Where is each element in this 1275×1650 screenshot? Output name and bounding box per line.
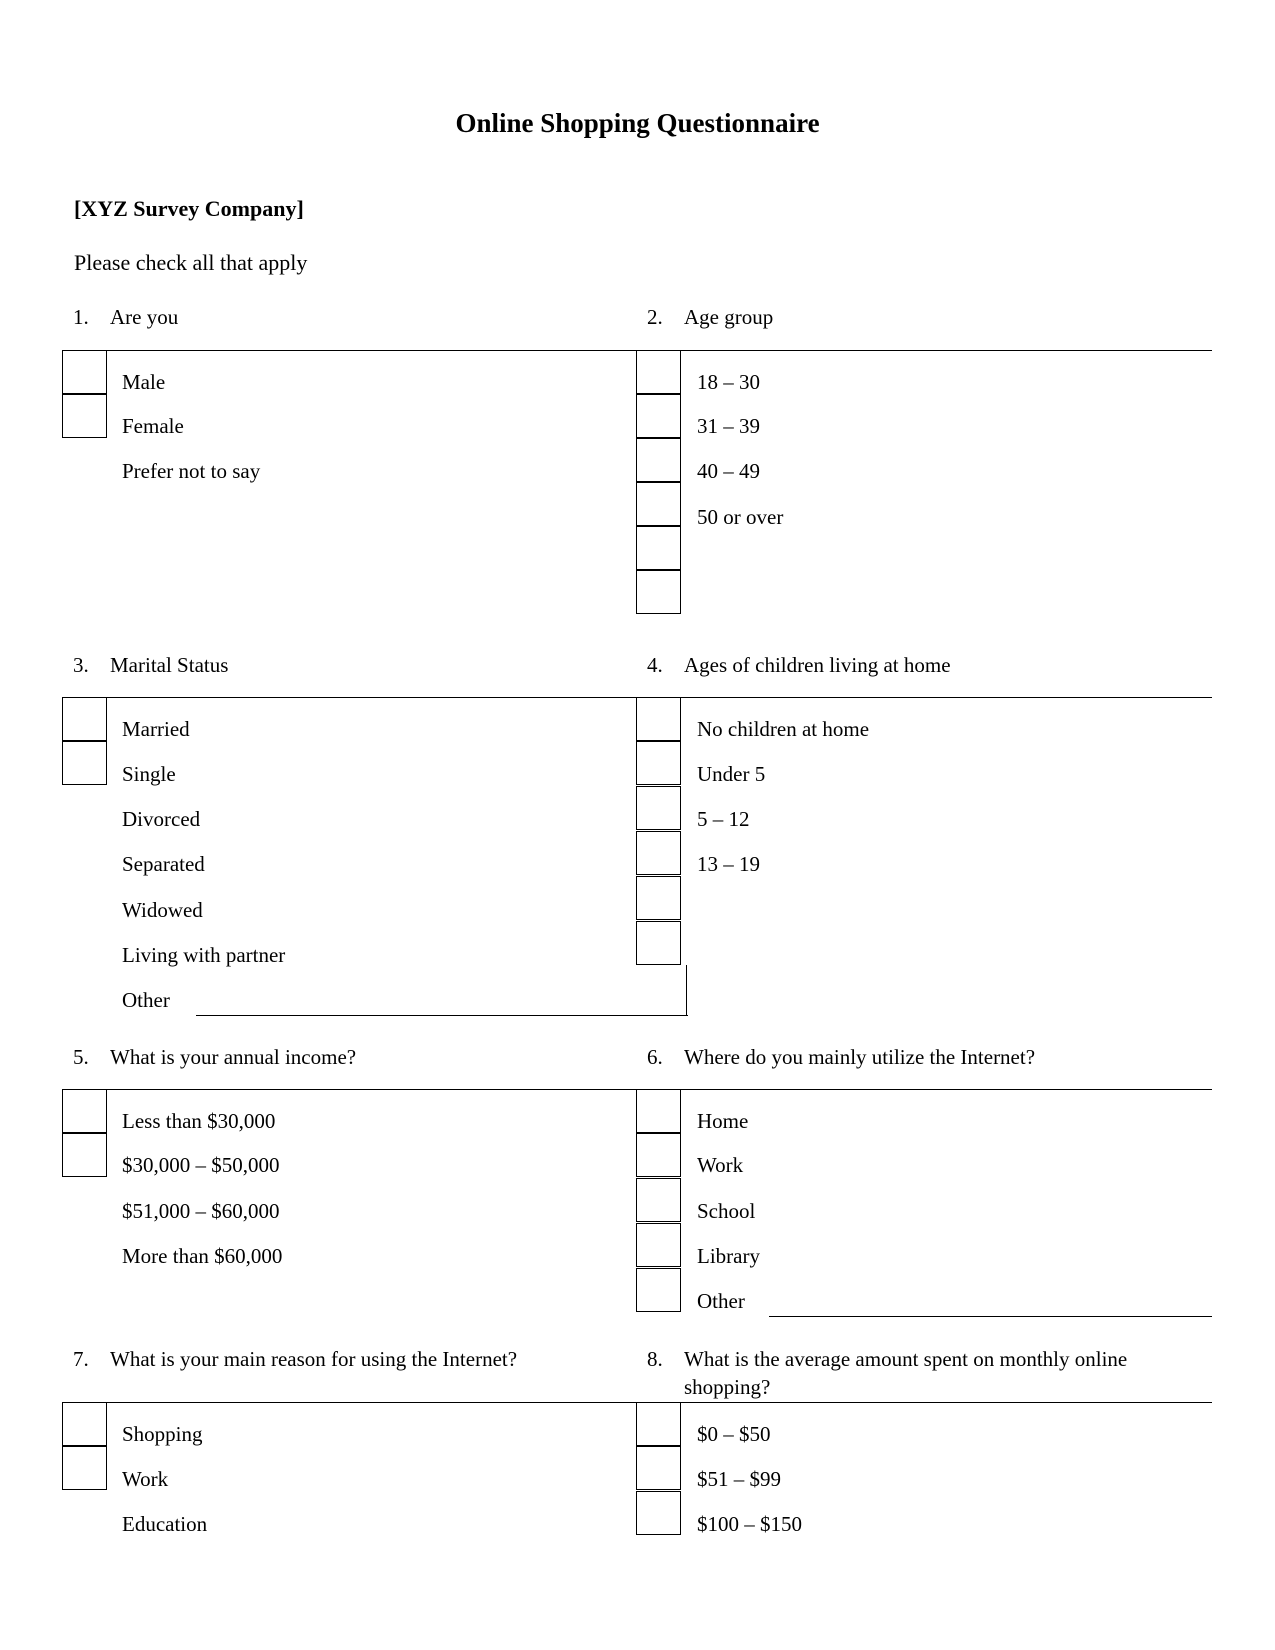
checkbox[interactable] xyxy=(636,1446,681,1490)
question-number: 4. xyxy=(647,653,663,677)
question-rule xyxy=(62,1402,635,1403)
checkbox[interactable] xyxy=(636,741,681,785)
checkbox[interactable] xyxy=(62,350,107,394)
checkbox[interactable] xyxy=(636,1223,681,1267)
checkbox[interactable] xyxy=(636,570,681,614)
question-number: 3. xyxy=(73,653,89,677)
question-number: 5. xyxy=(73,1045,89,1069)
option-label: 18 – 30 xyxy=(697,370,760,394)
option-label: Library xyxy=(697,1244,760,1268)
option-label: $51 – $99 xyxy=(697,1467,781,1491)
checkbox[interactable] xyxy=(636,350,681,394)
option-label: No children at home xyxy=(697,717,870,741)
option-label: Male xyxy=(122,370,166,394)
option-label: $51,000 – $60,000 xyxy=(122,1199,280,1223)
question-text: Where do you mainly utilize the Internet? xyxy=(684,1045,1036,1069)
checkbox[interactable] xyxy=(636,697,681,741)
question-rule xyxy=(635,1402,1212,1403)
question-number: 1. xyxy=(73,305,89,329)
checkbox[interactable] xyxy=(636,1268,681,1312)
option-label: 13 – 19 xyxy=(697,852,760,876)
other-fill-line[interactable] xyxy=(769,1316,1212,1317)
question-text: Age group xyxy=(684,305,774,329)
option-label: 50 or over xyxy=(697,505,784,529)
option-label: Living with partner xyxy=(122,943,286,967)
option-label: 31 – 39 xyxy=(697,414,760,438)
question-text: Marital Status xyxy=(110,653,229,677)
question-text: Ages of children living at home xyxy=(684,653,951,677)
option-label: 40 – 49 xyxy=(697,459,760,483)
option-label: Education xyxy=(122,1512,208,1536)
question-text: Are you xyxy=(110,305,179,329)
option-label: Work xyxy=(122,1467,169,1491)
checkbox[interactable] xyxy=(636,438,681,482)
question-text: What is your main reason for using the Internet? xyxy=(110,1347,518,1371)
question-rule xyxy=(62,1089,635,1090)
option-label: Married xyxy=(122,717,190,741)
table-border xyxy=(686,965,687,1016)
option-label: Prefer not to say xyxy=(122,459,261,483)
question-number: 6. xyxy=(647,1045,663,1069)
company-name: [XYZ Survey Company] xyxy=(74,196,304,221)
option-label: Single xyxy=(122,762,176,786)
option-label: Widowed xyxy=(122,898,203,922)
checkbox[interactable] xyxy=(636,1133,681,1177)
question-rule xyxy=(635,1089,1212,1090)
option-label: Work xyxy=(697,1153,744,1177)
checkbox[interactable] xyxy=(636,921,681,965)
option-label: Separated xyxy=(122,852,205,876)
option-label: School xyxy=(697,1199,756,1223)
checkbox[interactable] xyxy=(62,394,107,438)
checkbox[interactable] xyxy=(636,1402,681,1446)
question-number: 8. xyxy=(647,1347,663,1371)
checkbox[interactable] xyxy=(636,394,681,438)
checkbox[interactable] xyxy=(62,1446,107,1490)
checkbox[interactable] xyxy=(62,741,107,785)
checkbox[interactable] xyxy=(636,526,681,570)
option-label: Other xyxy=(697,1289,745,1313)
option-label: Divorced xyxy=(122,807,201,831)
checkbox[interactable] xyxy=(636,482,681,526)
checkbox[interactable] xyxy=(636,1178,681,1222)
question-number: 2. xyxy=(647,305,663,329)
question-rule xyxy=(635,350,1212,351)
option-label: $30,000 – $50,000 xyxy=(122,1153,280,1177)
question-number: 7. xyxy=(73,1347,89,1371)
option-label: Other xyxy=(122,988,170,1012)
checkbox[interactable] xyxy=(636,876,681,920)
checkbox[interactable] xyxy=(636,1491,681,1535)
checkbox[interactable] xyxy=(636,786,681,830)
question-text: What is the average amount spent on monthly online shopping? xyxy=(684,1347,1128,1399)
question-rule xyxy=(62,350,635,351)
checkbox[interactable] xyxy=(62,1402,107,1446)
other-fill-line[interactable] xyxy=(196,1015,688,1016)
option-label: Less than $30,000 xyxy=(122,1109,276,1133)
checkbox[interactable] xyxy=(62,1133,107,1177)
option-label: Under 5 xyxy=(697,762,766,786)
option-label: 5 – 12 xyxy=(697,807,750,831)
question-rule xyxy=(635,697,1212,698)
option-label: Home xyxy=(697,1109,749,1133)
option-label: More than $60,000 xyxy=(122,1244,283,1268)
option-label: Shopping xyxy=(122,1422,203,1446)
option-label: $100 – $150 xyxy=(697,1512,802,1536)
question-text: What is your annual income? xyxy=(110,1045,357,1069)
checkbox[interactable] xyxy=(636,1089,681,1133)
checkbox[interactable] xyxy=(62,697,107,741)
checkbox[interactable] xyxy=(636,831,681,875)
checkbox[interactable] xyxy=(62,1089,107,1133)
option-label: Female xyxy=(122,414,184,438)
option-label: $0 – $50 xyxy=(697,1422,771,1446)
question-rule xyxy=(62,697,635,698)
page-title: Online Shopping Questionnaire xyxy=(455,108,820,138)
instructions: Please check all that apply xyxy=(74,250,308,275)
